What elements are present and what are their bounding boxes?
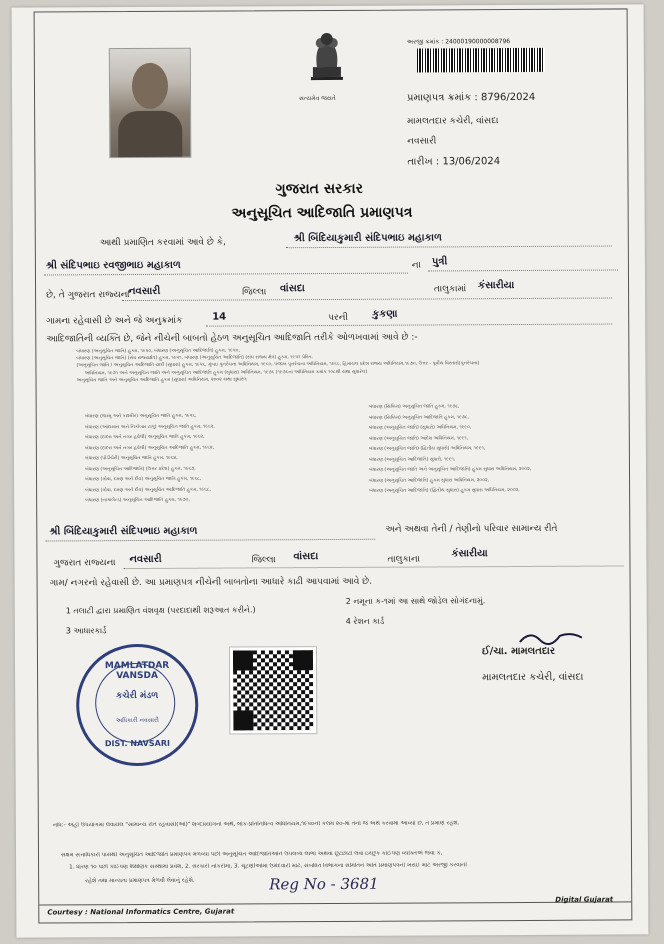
- footer-line3: 1. ધોરણ ૧૦ પછી કોઈપણ શૈક્ષણિક સંસ્થામાં પ્રવેશ, 2. સરકારી નોકરીમાં, 3. ચૂંટણીઓમાં ઉમેદવારી માટે, સંબંધિત વિભાગના સમિતિને અતિ પ્રમાણપત્રની ખરાઈ માટે અરજી કરવાની: [69, 862, 467, 871]
- order-item: બંધારણ (જમ્મુ અને કાશ્મીર) અનુસૂચિત જાતિ હુકમ, ૧૯૫૬,: [84, 413, 197, 420]
- village2-text: ગામ/ નગરનો રહેવાસી છે. આ પ્રમાણપત્ર નીચેની બાબતોના આધારે કાઢી આપવામાં આવે છે.: [49, 576, 372, 589]
- orders-left-list: [85, 411, 325, 507]
- digital-gujarat-text: Digital Gujarat: [555, 895, 614, 904]
- application-number: અરજી ક્રમાંક : 24000190000008796: [406, 38, 511, 46]
- applicant-name: શ્રી બિંદિયાકુમારી સંદિપભાઇ મહાકાળ: [293, 232, 442, 245]
- orders-full-list: [76, 345, 616, 384]
- relation-value: પુત્રી: [431, 256, 448, 268]
- order-item: બંધારણ (અનુસૂચિત જાતિ) (સંઘ રાજ્યક્ષેત્ર) હુકમ, ૧૯૫૧, બંધારણ (અનુસૂચિત આદિજાતિ) (સંઘ રાજ્ય ક્ષેત્ર) હુકમ, ૧૯૫૧ પ્રેરિત.: [76, 355, 313, 362]
- order-item: બંધારણ (અનુસૂચિત આદિજાતિ) હુકમ સુધારા અધિનિયમ, ૨૦૦૨,: [369, 477, 490, 484]
- certificate-date: તારીખ : 13/06/2024: [407, 156, 501, 168]
- state-label: છે, તે ગુજરાત રાજ્યના: [46, 290, 130, 301]
- order-item: બંધારણ (અનુસૂચિત જાતિ) (દ્વિતીય સુધારો) અધિનિયમ, ૧૯૯૧,: [368, 446, 486, 452]
- emblem-motto: સત્યમેવ જયતે: [299, 94, 336, 103]
- order-item: બંધારણ (પોંડીચેરી) અનુસૂચિત જાતિ હુકમ, ૧૯૬૪,: [84, 455, 178, 462]
- official-seal: [76, 644, 199, 767]
- certificate-sheet: [12, 4, 649, 937]
- order-item: બંધારણ (સિક્કિમ) અનુસૂચિત આદિજાતિ હુકમ, ૧૯૭૮,: [368, 414, 469, 421]
- order-item: (અનુસૂચિત જાતિ / અનુસૂચિત આદિજાતિ યાદી (સુધારા) હુકમ, ૧૯૫૬, મુંબઇ પુનર્રચના અધિનિયમ, ૧૯૬૦, પંજાબ પુનર્રચના અધિનિયમ, ૧૯૬૬, હિમાચલ પ્રદેશ રાજ્ય અધિનિયમ,૧૯૭૦, ઉત્તર - પૂર્વીય વિસ્તારો(પુનર્રચના): [76, 361, 480, 369]
- national-emblem-icon: [303, 27, 351, 97]
- applicant-name-repeat: શ્રી બિંદિયાકુમારી સંદિપભાઇ મહાકાળ: [49, 525, 198, 538]
- taluka-value: કંસારીયા: [478, 280, 515, 292]
- orders-right-list: [369, 401, 619, 497]
- relation-label: ના: [411, 260, 421, 271]
- order-item: બંધારણ (ગોવા, દમણ અને દીવ) અનુસૂચિત જાતિ હુકમ, ૧૯૬૮,: [85, 476, 202, 483]
- order-item: બંધારણ (ગોવા, દમણ અને દીવ) અનુસૂચિત આદિજાતિ હુકમ, ૧૯૬૮,: [85, 487, 211, 493]
- order-item: બંધારણ (સિક્કિમ) અનુસૂચિત જાતિ હુકમ, ૧૯૭૮,: [368, 404, 460, 410]
- government-title: ગુજરાત સરકાર: [275, 180, 363, 198]
- order-item: બંધારણ (અનુસૂચિત જાતિ) આદેશ અધિનિયમ, ૧૯૯૧,: [368, 435, 469, 442]
- place-value: નવસારી: [128, 285, 161, 298]
- district2-value: વાંસદા: [293, 551, 319, 563]
- family-residence-text: અને અથવા તેની / તેણીનો પરિવાર સામાન્ય રીતે: [385, 523, 558, 535]
- order-item: બંધારણ (અનુસૂચિત જાતિ) હુકમ, ૧૯૫૦, બંધારણ (અનુસૂચિત આદિજાતિ) હુકમ, ૧૯૫૦,: [76, 348, 240, 355]
- basis-item: 2 નમૂના ક-૧માં આ સાથે જોડેલ સોગંદનામું.: [345, 596, 486, 606]
- basis-item: 1 તલાટી દ્વારા પ્રમાણિત વંશવૃક્ષ (પરદાદાથી શરૂઆત કરીને.): [65, 605, 256, 616]
- taluka2-value: કંસારીયા: [451, 548, 488, 560]
- barcode: [417, 48, 545, 73]
- order-item: બંધારણ (દાદરા અને નગર હવેલી) અનુસૂચિત જાતિ હુકમ, ૧૯૬૨,: [84, 434, 205, 441]
- order-item: બંધારણ (અનુસૂચિત જાતિ અને અનુસૂચિત આદિજાતિ) હુકમ સુધારા અધિનિયમ, ૨૦૦૨,: [368, 466, 532, 473]
- seal-middle-text: કચેરી મંડળ: [116, 690, 159, 702]
- footer-divider: [39, 901, 631, 905]
- certificate-number: પ્રમાણપત્ર ક્રમાંક : 8796/2024: [407, 91, 536, 104]
- order-item: બંધારણ (અનુસૂચિત આદિજાતિ) સુધારો, ૧૯૯૧,: [368, 456, 456, 463]
- village-label: ગામના રહેવાસી છે અને જે અનુક્રમાંક: [46, 315, 183, 327]
- order-item: અનુસૂચિત જાતિ અને અનુસૂચિત આદિજાતિ હુકમ (સુધારા) અધિનિયમ, ૨૦૦૨ યથા સુધારેલ: [76, 377, 247, 384]
- certificate-title: અનુસૂચિત આદિજાતિ પ્રમાણપત્ર: [231, 204, 413, 222]
- signatory-designation: ઈ/ચા. મામલતદાર: [481, 645, 556, 658]
- order-item: બંધારણ (આંદામાન અને નિકોબાર ટાપુ) અનુસૂચિત જાતિ હુકમ, ૧૯૬૨,: [84, 424, 215, 430]
- footer-line2: સક્ષમ સત્તાધિકારી પાસેથી અનુસૂચિત આદિજાતિ પ્રમાણપત્ર મેળવ્યા પછી અનુસૂચિત આદિજાતિઓને ઉપલબ્ધ લાભો અથવા છૂટછાટો લેવા ઇચ્છુક કોઈપણ વ્યક્તિએ જેવા કે,: [60, 850, 443, 859]
- certificate-border: [34, 8, 633, 923]
- office-name: મામલતદાર કચેરી, વાંસદા: [407, 116, 499, 127]
- footer-note: નોંધ:- અહીં ઉપયોગમાં લેવાયેલ "સામાન્ય રીતે રહેવાસી(ઓ)" શબ્દપ્રયોગનો અર્થ, લોક-પ્રતિનિધિત્વ અધિનિયમ,૧૯૫૦ની કલમ ૨૦-માં તેનો જે અર્થ કરવામાં આવ્યો છે, તે પ્રમાણે રહેશે.: [52, 820, 460, 829]
- tribe-recognition-text: આદિજાતિની વ્યક્તિ છે, જેને નીચેની બાબતો હેઠળ અનુસૂચિત આદિજાતિ તરીકે ઓળખવામાં આવે છે :-: [46, 332, 418, 345]
- basis-item: 4 રેશન કાર્ડ: [345, 616, 385, 626]
- order-item: બંધારણ (અનુસૂચિત જાતિ) (સુધારો) અધિનિયમ, ૧૯૯૦,: [368, 425, 472, 431]
- district-label: જિલ્લા: [242, 287, 267, 298]
- tribe-label: પરની: [328, 312, 349, 324]
- seal-inner-text: અધિકારી નવસારી: [115, 716, 159, 725]
- order-item: અધિનિયમ, ૧૯૭૧ અને અનુસૂચિત જાતિ અને અનુસૂચિત આદિજાતિ હુકમ (સુધારા) અધિનિયમ, ૧૯૭૬ (૧૯૭૬ના અધિનિયમ ક્રમાંક ૧૦૮થી યથા સુધારેલ): [84, 369, 368, 376]
- taluka2-label: તાલુકાના: [387, 554, 420, 565]
- order-item: બંધારણ (અનુસૂચિત આદિજાતિ) (ઉત્તર પ્રદેશ) હુકમ, ૧૯૬૭,: [84, 466, 196, 472]
- order-item: બંધારણ (નાગાલેન્ડ) અનુસૂચિત આદિજાતિ હુકમ, ૧૯૭૦,: [85, 497, 190, 504]
- applicant-photo: [109, 48, 192, 158]
- office-district: નવસારી: [407, 136, 437, 147]
- order-item: બંધારણ (અનુસૂચિત આદિજાતિ) (દ્વિતીય સુધારા) હુકમ સુધારા અધિનિયમ, ૨૦૦૨,: [369, 488, 520, 494]
- seal-top-text: MAMLATDAR VANSDA: [104, 660, 170, 682]
- state2-label: ગુજરાત રાજ્યના: [53, 558, 116, 569]
- seal-bottom-text: DIST. NAVSARI: [104, 738, 170, 749]
- courtesy-text: Courtesy : National Informatics Centre, Gujarat: [47, 907, 235, 917]
- handwritten-registration: Reg No - 3681: [269, 874, 379, 894]
- tribe-value: કુકણા: [372, 308, 398, 320]
- district2-label: જિલ્લા: [251, 555, 276, 566]
- serial-number: 14: [212, 311, 227, 323]
- order-item: બંધારણ (દાદરા અને નગર હવેલી) અનુસૂચિત આદિજાતિ હુકમ, ૧૯૬૨,: [84, 445, 215, 451]
- footer-line4: રહેશે તથા માન્યતા પ્રમાણપત્ર મેળવી લેવાનું રહેશે.: [85, 877, 195, 885]
- father-name: શ્રી સંદિપભાઇ રવજીભાઇ મહાકાળ: [45, 259, 181, 272]
- basis-item: 3 આધારકાર્ડ: [65, 626, 107, 636]
- attest-label: આથી પ્રમાણિત કરવામાં આવે છે કે,: [99, 237, 226, 249]
- place2-value: નવસારી: [129, 553, 162, 566]
- verification-qr-code[interactable]: [230, 647, 316, 733]
- signatory-office: મામલતદાર કચેરી, વાંસદા: [482, 671, 584, 684]
- taluka-label: તાલુકામાં: [434, 284, 467, 295]
- district-value: વાંસદા: [280, 283, 305, 295]
